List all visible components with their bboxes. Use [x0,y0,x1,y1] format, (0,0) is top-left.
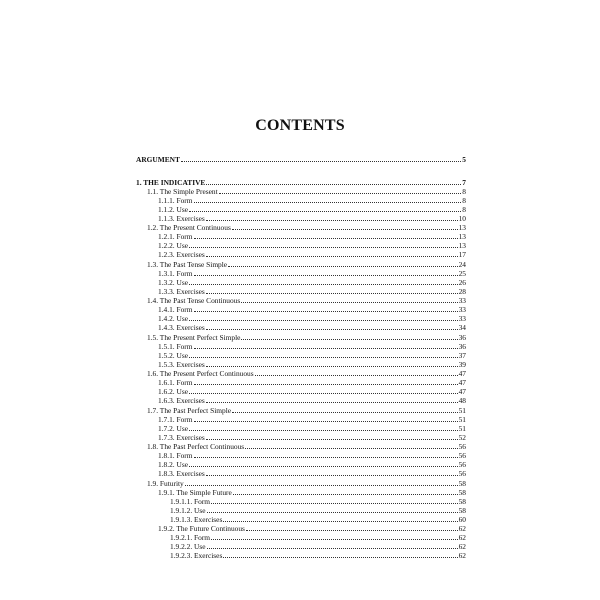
toc-entry-label: 1.9.1. The Simple Future [158,487,232,497]
toc-leader-dots [206,365,458,367]
toc-entry-page: 47 [458,377,466,387]
toc-leader-dots [194,383,458,385]
toc-entry-label: 1.3.2. Use [158,277,188,287]
toc-entry-page: 8 [462,186,466,196]
toc-entry[interactable] [158,249,466,259]
toc-entry-label: 1.7.1. Form [158,414,193,424]
toc-entry-page: 51 [458,405,466,415]
toc-entry-page: 56 [458,459,466,469]
toc-entry-label: 1.2.2. Use [158,240,188,250]
toc-entry-page: 58 [458,496,466,506]
toc-entry-label: 1.5.3. Exercises [158,359,205,369]
toc-entry-page: 62 [458,541,466,551]
toc-entry-label: 1.1. The Simple Present [147,186,218,196]
toc-leader-dots [189,356,458,358]
toc-entry-label: 1.9.1.1. Form [170,496,211,506]
toc-entry-label: 1.1.2. Use [158,204,188,214]
toc-leader-dots [206,474,458,476]
toc-entry-label: 1.4.1. Form [158,304,193,314]
toc-entry-label: 1.8.1. Form [158,450,193,460]
toc-entry-page: 60 [458,514,466,524]
toc-entry-label: 1. THE INDICATIVE [136,177,206,187]
toc-leader-dots [206,219,458,221]
toc-leader-dots [206,438,458,440]
toc-entry-page: 34 [458,322,466,332]
toc-entry-label: ARGUMENT [136,154,180,164]
toc-leader-dots [206,255,458,257]
toc-entry-label: 1.8.2. Use [158,459,188,469]
toc-entry-page: 56 [458,468,466,478]
toc-leader-dots [207,547,458,549]
toc-entry-label: 1.4.3. Exercises [158,322,205,332]
toc-leader-dots [219,192,462,194]
toc-entry-label: 1.8.3. Exercises [158,468,205,478]
toc-entry-page: 8 [462,195,466,205]
toc-entry-label: 1.6. The Present Perfect Continuous [147,368,254,378]
toc-entry-page: 52 [458,432,466,442]
toc-entry-label: 1.1.3. Exercises [158,213,205,223]
toc-entry-label: 1.6.2. Use [158,386,188,396]
toc-leader-dots [211,538,458,540]
toc-leader-dots [206,183,461,185]
toc-entry-label: 1.9.2.2. Use [170,541,206,551]
toc-entry-page: 51 [458,414,466,424]
toc-leader-dots [206,292,458,294]
toc-entry-page: 62 [458,523,466,533]
toc-entry-label: 1.3.3. Exercises [158,286,205,296]
toc-entry[interactable] [158,395,466,405]
toc-entry-page: 47 [458,386,466,396]
toc-entry-label: 1.2.3. Exercises [158,249,205,259]
toc-leader-dots [189,246,458,248]
toc-entry[interactable] [158,468,466,478]
toc-leader-dots [194,237,458,239]
toc-leader-dots [194,456,458,458]
toc-entry[interactable] [158,322,466,332]
toc-entry-page: 28 [458,286,466,296]
toc-entry-page: 36 [458,332,466,342]
toc-entry-label: 1.5. The Present Perfect Simple [147,332,241,342]
toc-leader-dots [233,493,458,495]
toc-entry-page: 47 [458,368,466,378]
toc-entry-page: 17 [458,249,466,259]
toc-leader-dots [194,201,462,203]
toc-leader-dots [194,347,458,349]
toc-entry-label: 1.7.2. Use [158,423,188,433]
toc-leader-dots [228,265,458,267]
toc-entry-label: 1.1.1. Form [158,195,193,205]
toc-entry-page: 24 [458,259,466,269]
toc-entry-label: 1.8. The Past Perfect Continuous [147,441,245,451]
toc-entry-label: 1.5.2. Use [158,350,188,360]
toc-entry[interactable] [136,154,466,164]
toc-entry-label: 1.4.2. Use [158,313,188,323]
toc-entry-page: 56 [458,450,466,460]
toc-leader-dots [211,502,458,504]
toc-leader-dots [206,401,458,403]
toc-entry-page: 10 [458,213,466,223]
toc-entry-label: 1.9.1.2. Use [170,505,206,515]
toc-entry-page: 62 [458,550,466,560]
toc-entry-page: 8 [462,204,466,214]
toc-leader-dots [223,556,457,558]
toc-entry-label: 1.7. The Past Perfect Simple [147,405,232,415]
toc-leader-dots [194,310,458,312]
toc-entry-label: 1.3. The Past Tense Simple [147,259,228,269]
toc-leader-dots [232,228,458,230]
toc-entry-label: 1.9.1.3. Exercises [170,514,223,524]
toc-entry-page: 56 [458,441,466,451]
toc-entry-page: 33 [458,313,466,323]
toc-leader-dots [246,529,458,531]
toc-entry-page: 58 [458,487,466,497]
toc-entry-page: 33 [458,304,466,314]
toc-leader-dots [206,328,458,330]
toc-entry-page: 58 [458,478,466,488]
toc-entry-label: 1.2.1. Form [158,231,193,241]
toc-leader-dots [189,283,458,285]
toc-entry-page: 26 [458,277,466,287]
toc-entry-label: 1.3.1. Form [158,268,193,278]
toc-entry-label: 1.9.2. The Future Continuous [158,523,245,533]
toc-leader-dots [185,484,458,486]
toc-entry-label: 1.9. Futurity [147,478,184,488]
toc-entry-label: 1.6.3. Exercises [158,395,205,405]
toc-leader-dots [223,520,457,522]
toc-leader-dots [189,392,458,394]
toc-entry-page: 7 [462,177,466,187]
toc-entry-page: 37 [458,350,466,360]
toc-entry-page: 5 [462,154,466,164]
toc-entry-label: 1.7.3. Exercises [158,432,205,442]
toc-entry-page: 13 [458,222,466,232]
toc-entry[interactable] [170,550,466,560]
toc-entry-page: 62 [458,532,466,542]
toc-entry-label: 1.9.2.1. Form [170,532,211,542]
toc-leader-dots [189,319,458,321]
toc-leader-dots [189,465,458,467]
toc-entry-label: 1.9.2.3. Exercises [170,550,223,560]
toc-entry-page: 13 [458,240,466,250]
toc-entry-label: 1.5.1. Form [158,341,193,351]
toc-entry-page: 51 [458,423,466,433]
toc-leader-dots [245,447,457,449]
toc-entry-page: 13 [458,231,466,241]
toc-entry-page: 25 [458,268,466,278]
toc-leader-dots [189,210,461,212]
toc-entry-label: 1.4. The Past Tense Continuous [147,295,241,305]
toc-entry-page: 48 [458,395,466,405]
toc-entry-label: 1.2. The Present Continuous [147,222,231,232]
toc-leader-dots [194,420,458,422]
toc-leader-dots [255,374,458,376]
toc-leader-dots [181,160,461,162]
toc-entry-page: 39 [458,359,466,369]
toc-leader-dots [194,274,458,276]
toc-leader-dots [189,429,458,431]
toc-entry-page: 36 [458,341,466,351]
toc-leader-dots [241,338,457,340]
toc-leader-dots [232,411,458,413]
toc-entry-page: 33 [458,295,466,305]
toc-leader-dots [207,511,458,513]
page-title: CONTENTS [255,117,345,134]
toc-entry-label: 1.6.1. Form [158,377,193,387]
toc-entry-page: 58 [458,505,466,515]
toc-leader-dots [241,301,457,303]
